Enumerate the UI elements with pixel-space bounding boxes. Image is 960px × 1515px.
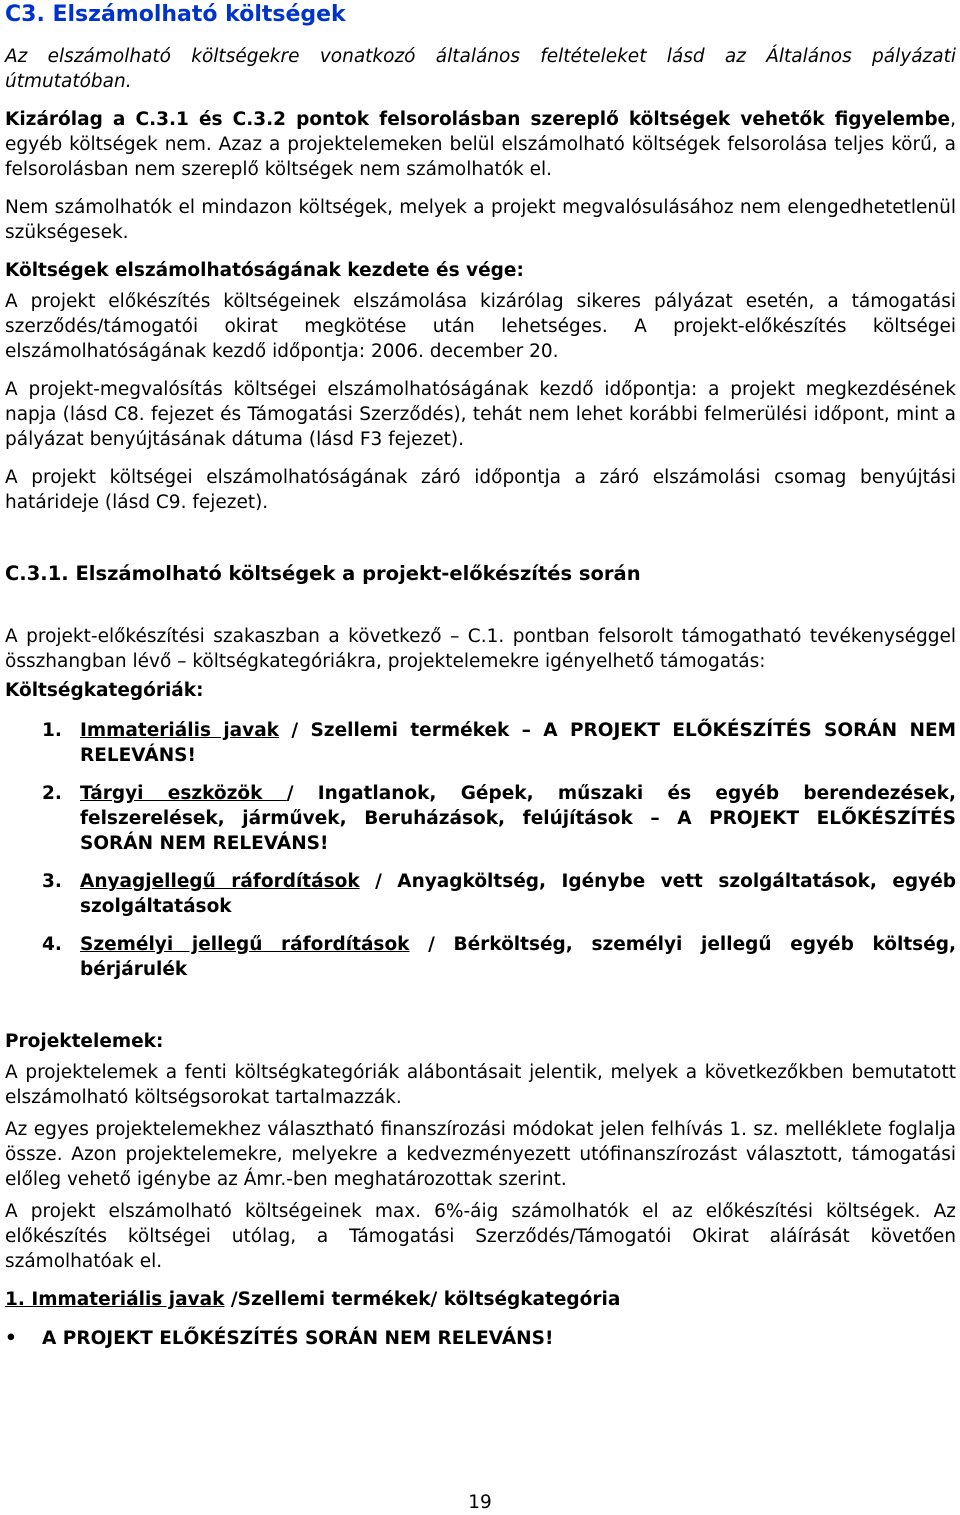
paragraph-financing: Az egyes projektelemekhez választható finanszírozási módokat jelen felhívás 1. sz. melléklete foglalja össze. Azon projektelemekre, melyekre a kedvezményezett utófinanszírozást választott, támogatási előleg vehető igénybe az Ámr.-ben meghatározottak szerint.: [5, 1119, 956, 1190]
categories-heading: Költségkategóriák:: [5, 680, 204, 701]
list-item-rest: / Bérköltség, személyi jellegű egyéb költség, bérjárulék: [80, 934, 957, 980]
list-item-number: 3.: [42, 871, 62, 892]
list-item: [5, 932, 956, 982]
bullet-item: [5, 1326, 956, 1351]
list-item-number: 2.: [42, 783, 62, 804]
list-item-rest: / Anyagköltség, Igénybe vett szolgáltatások, egyéb szolgáltatások: [80, 871, 956, 917]
intro-paragraph: Az elszámolható költségekre vonatkozó általános feltételeket lásd az Általános pályázati útmutatóban.: [5, 46, 956, 92]
list-item: [5, 718, 956, 768]
paragraph-closing-date: A projekt költségei elszámolhatóságának záró időpontja a záró elszámolási csomag benyújtási határideje (lásd C9. fejezet).: [5, 467, 956, 513]
subheading-title: 1. Immateriális javak: [5, 1289, 225, 1310]
paragraph-implementation-costs: A projekt-megvalósítás költségei elszámolhatóságának kezdő időpontja: a projekt megkezdésének napja (lásd C8. fejezet és Támogatási Szerződés), tehát nem lehet korábbi felmerülési időpont, mint a pályázat benyújtásának dátuma (lásd F3 fejezet).: [5, 379, 956, 450]
list-item-title: Immateriális javak: [80, 720, 279, 741]
page-number: 19: [468, 1492, 492, 1513]
paragraph-scope: [5, 107, 956, 182]
paragraph-max-share: A projekt elszámolható költségeinek max. 6%-áig számolhatók el az előkészítési költségek. Az előkészítés költségei utólag, a Támogatási Szerződés/Támogatói Okirat aláírását követően számolhatóak el.: [5, 1201, 956, 1272]
document-page: [5, 0, 956, 1351]
list-item: [5, 781, 956, 856]
paragraph-not-eligible: Nem számolhatók el mindazon költségek, melyek a projekt megvalósulásához nem elengedhetetlenül szükségesek.: [5, 197, 956, 243]
section-title: C.3.1. Elszámolható költségek a projekt-előkészítés során: [5, 562, 641, 585]
list-item-title: Személyi jellegű ráfordítások: [80, 934, 410, 955]
list-item-rest: / Szellemi termékek – A PROJEKT ELŐKÉSZÍTÉS SORÁN NEM RELEVÁNS!: [80, 720, 957, 766]
list-item: [5, 869, 956, 919]
bullet-text: A PROJEKT ELŐKÉSZÍTÉS SORÁN NEM RELEVÁNS!: [42, 1328, 554, 1349]
paragraph-categories-intro: A projekt-előkészítési szakaszban a következő – C.1. pontban felsorolt támogatható tevékenységgel összhangban lévő – költségkategóriákra, projektelemekre igényelhető támogatás:: [5, 626, 956, 672]
list-item-number: 1.: [42, 720, 62, 741]
paragraph-project-elements: A projektelemek a fenti költségkategóriák alábontásait jelentik, melyek a következőkben bemutatott elszámolható költségsorokat tartalmazzák.: [5, 1062, 956, 1108]
page-title: C3. Elszámolható költségek: [5, 2, 346, 27]
paragraph-preparation-costs: A projekt előkészítés költségeinek elszámolása kizárólag sikeres pályázat esetén, a támogatási szerződés/támogatói okirat megkötése után lehetséges. A projekt-előkészítés költségei elszámolhatóságának kezdő időpontja: 2006. december 20.: [5, 291, 956, 362]
list-item-title: Tárgyi eszközök: [80, 783, 287, 804]
scope-bold: Kizárólag a C.3.1 és C.3.2 pontok felsorolásban szereplő költségek vehetők figyelembe: [5, 109, 951, 130]
list-item-title: Anyagjellegű ráfordítások: [80, 871, 360, 892]
subheading-rest: /Szellemi termékek/ költségkategória: [224, 1289, 621, 1310]
list-item-rest: / Ingatlanok, Gépek, műszaki és egyéb berendezések, felszerelések, járművek, Beruházások, felújítások – A PROJEKT ELŐKÉSZÍTÉS SORÁN NEM RELEVÁNS!: [80, 783, 956, 854]
bullet-icon: •: [5, 1328, 17, 1349]
projektelemek-heading: Projektelemek:: [5, 1031, 164, 1052]
scope-rest: , egyéb költségek nem. Azaz a projektelemeken belül elszámolható költségek felsorolása teljes körű, a felsorolásban nem szereplő költségek nem számolhatók el.: [5, 109, 956, 180]
categories-list: [5, 718, 956, 982]
costs-timing-heading: Költségek elszámolhatóságának kezdete és vége:: [5, 260, 524, 281]
subheading-intangible: [5, 1287, 956, 1312]
list-item-number: 4.: [42, 934, 62, 955]
